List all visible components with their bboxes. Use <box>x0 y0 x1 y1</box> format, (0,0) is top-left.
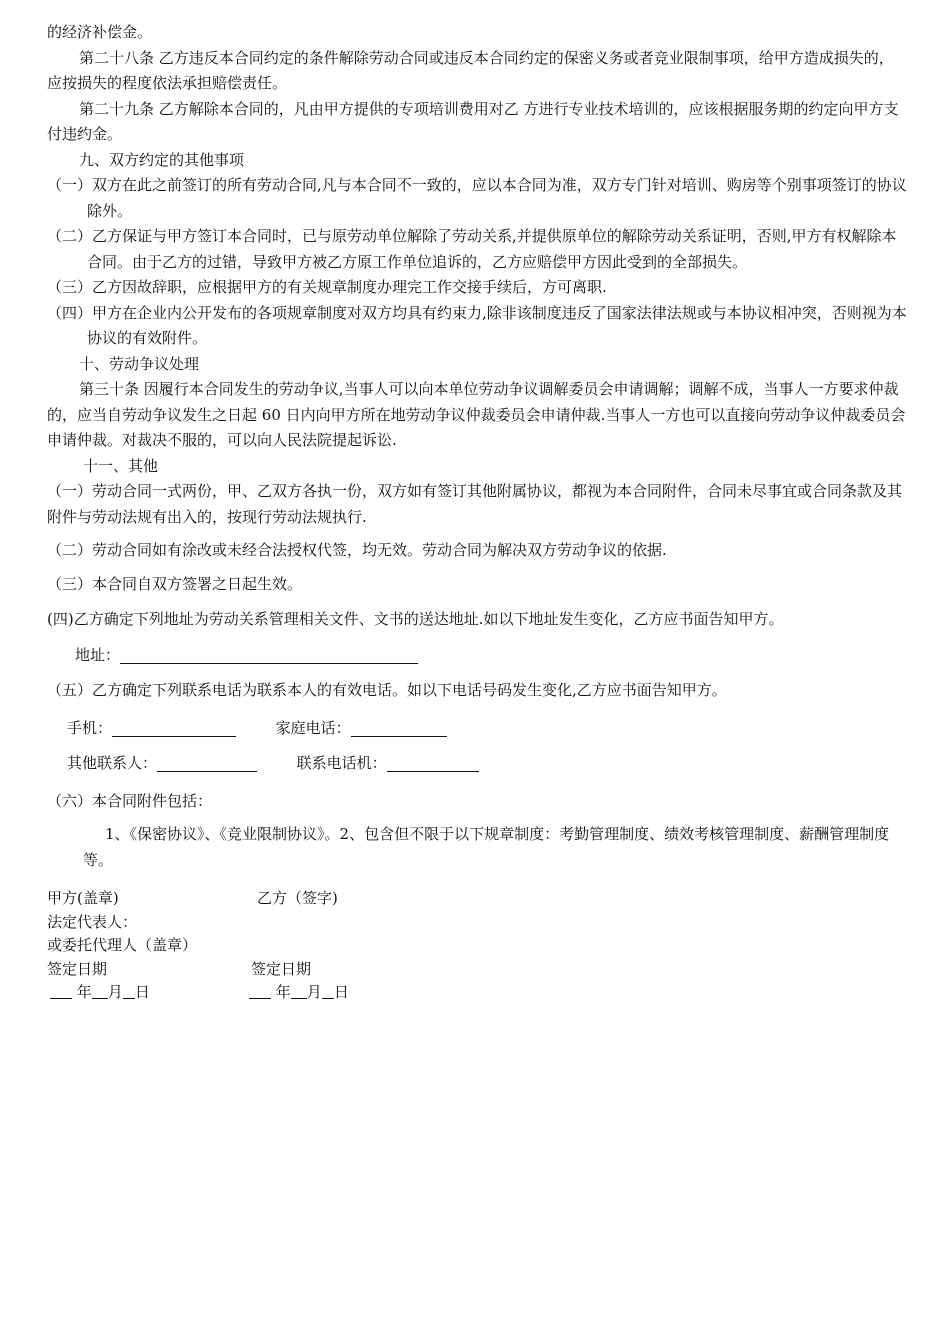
agent-label: 或委托代理人（盖章） <box>47 936 198 954</box>
contact-row <box>47 751 907 777</box>
section-11-heading: 十一、其他 <box>83 456 159 475</box>
section-11-item-4: (四)乙方确定下列地址为劳动关系管理相关文件、文书的送达地址.如以下地址发生变化，乙方应书面告知甲方。 <box>47 610 784 628</box>
section-11-item-5: （五）乙方确定下列联系电话为联系本人的有效电话。如以下电话号码发生变化,乙方应书面告知甲方。 <box>47 681 727 699</box>
article-30: 第三十条 因履行本合同发生的劳动争议,当事人可以向本单位劳动争议调解委员会申请调解；调解不成，当事人一方要求仲裁的，应当自劳动争议发生之日起 60 日内向甲方所在地劳动争议仲裁委员会申请仲裁.当事人一方也可以直接向劳动争议仲裁委员会申请仲裁。对裁决不服的，可以向人民法院提起诉讼. <box>47 380 906 449</box>
party-a-label: 甲方(盖章) <box>47 889 119 907</box>
attachments-list: 1、《保密协议》、《竞业限制协议》。2、包含但不限于以下规章制度：考勤管理制度、绩效考核管理制度、薪酬管理制度等。 <box>83 825 890 869</box>
section-11-item-1: （一）劳动合同一式两份，甲、乙双方各执一份，双方如有签订其他附属协议，都视为本合同附件，合同未尽事宜或合同条款及其附件与劳动法规有出入的，按现行劳动法规执行. <box>47 482 903 526</box>
section-9-item-2: （二）乙方保证与甲方签订本合同时，已与原劳动单位解除了劳动关系,并提供原单位的解除劳动关系证明，否则,甲方有权解除本合同。由于乙方的过错，导致甲方被乙方原工作单位追诉的，乙方应赔偿甲方因此受到的全部损失。 <box>47 227 897 271</box>
address-label: 地址： <box>75 645 121 664</box>
party-b-label: 乙方（签字) <box>257 889 338 907</box>
address-row <box>47 643 907 669</box>
contact-phone-field[interactable] <box>387 753 479 772</box>
legal-representative-label: 法定代表人： <box>47 912 138 931</box>
other-contact-field[interactable] <box>157 753 257 772</box>
section-9-item-1: （一）双方在此之前签订的所有劳动合同,凡与本合同不一致的，应以本合同为准，双方专门针对培训、购房等个别事项签订的协议除外。 <box>47 176 907 220</box>
contact-phone-label: 联系电话机： <box>296 754 387 772</box>
mobile-label: 手机： <box>67 718 113 737</box>
date-fields <box>47 981 907 1005</box>
section-11-item-2: （二）劳动合同如有涂改或未经合法授权代签，均无效。劳动合同为解决双方劳动争议的依据. <box>47 541 667 559</box>
home-phone-field[interactable] <box>351 718 447 737</box>
section-11-item-3: （三）本合同自双方签署之日起生效。 <box>47 574 303 593</box>
section-10-heading: 十、劳动争议处理 <box>79 354 200 373</box>
date-field-party-b[interactable]: 年 月 日 <box>249 981 349 1005</box>
section-9-item-4: （四）甲方在企业内公开发布的各项规章制度对双方均具有约束力,除非该制度违反了国家法律法规或与本协议相冲突，否则视为本协议的有效附件。 <box>47 303 907 347</box>
date-field-party-a[interactable]: 年 月 日 <box>47 981 249 1005</box>
article-28: 第二十八条 乙方违反本合同约定的条件解除劳动合同或违反本合同约定的保密义务或者竞业限制事项，给甲方造成损失的，应按损失的程度依法承担赔偿责任。 <box>47 48 894 92</box>
phone-row <box>47 716 907 742</box>
paragraph-compensation-end: 的经济补偿金。 <box>47 23 153 41</box>
section-11-item-6: （六）本合同附件包括： <box>47 791 213 810</box>
date-label-party-b: 签定日期 <box>251 959 312 978</box>
home-phone-label: 家庭电话： <box>275 718 351 737</box>
address-field[interactable] <box>120 645 418 664</box>
other-contact-label: 其他联系人： <box>67 754 158 772</box>
section-9-item-3: （三）乙方因故辞职，应根据甲方的有关规章制度办理完工作交接手续后，方可离职. <box>47 278 607 296</box>
mobile-field[interactable] <box>112 718 236 737</box>
contract-page <box>47 20 907 1005</box>
signature-block <box>47 887 907 1005</box>
section-9-heading: 九、双方约定的其他事项 <box>79 150 245 169</box>
article-29: 第二十九条 乙方解除本合同的，凡由甲方提供的专项培训费用对乙 方进行专业技术培训的，应该根据服务期的约定向甲方支付违约金。 <box>47 99 899 143</box>
date-label-party-a: 签定日期 <box>47 959 108 978</box>
